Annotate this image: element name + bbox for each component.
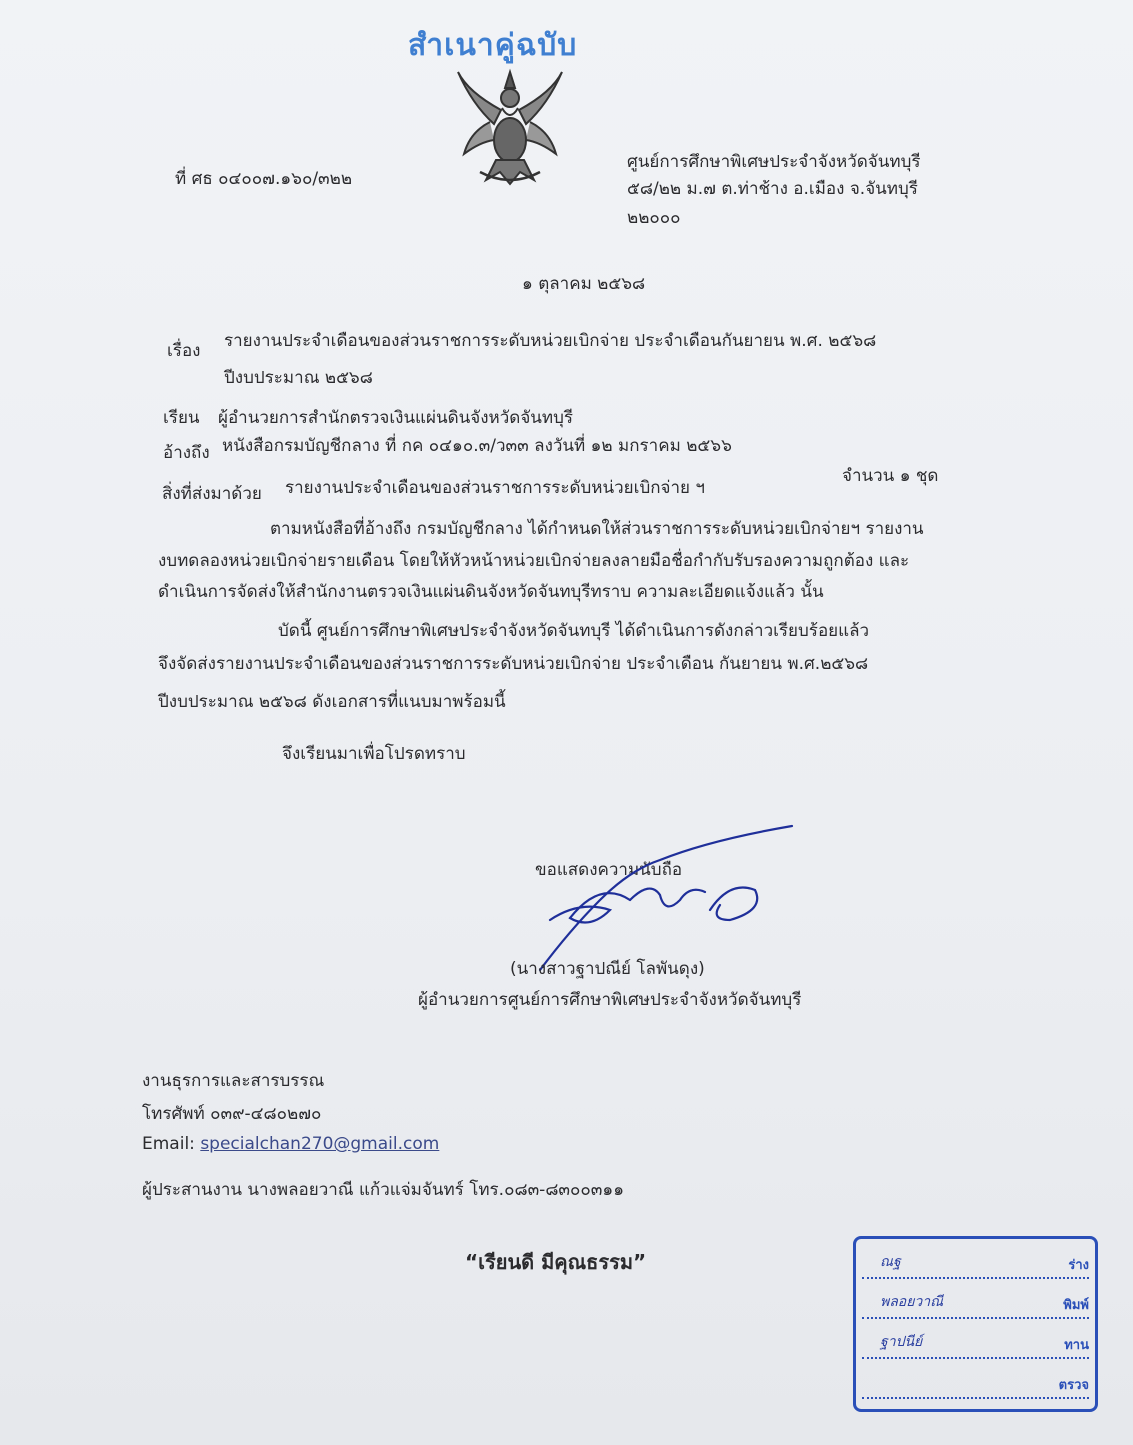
letter-date: ๑ ตุลาคม ๒๕๖๘ (522, 274, 646, 294)
subject-line2: ปีงบประมาณ ๒๕๖๘ (224, 368, 373, 388)
review-label: ตรวจ (1058, 1378, 1089, 1393)
review-label: ร่าง (1068, 1258, 1089, 1273)
enclosure-qty: จำนวน ๑ ชุด (842, 466, 939, 486)
reference-label: อ้างถึง (163, 443, 210, 463)
closing: ขอแสดงความนับถือ (535, 860, 683, 880)
subject-line1: รายงานประจำเดือนของส่วนราชการระดับหน่วยเบิกจ่าย ประจำเดือนกันยายน พ.ศ. ๒๕๖๘ (224, 331, 877, 351)
review-row-proofread (862, 1319, 1089, 1359)
contact-phone: โทรศัพท์ ๐๓๙-๔๘๐๒๗๐ (142, 1104, 322, 1124)
review-label: ทาน (1064, 1338, 1089, 1353)
review-sig: พลอยวาณี (880, 1294, 944, 1310)
contact-email-row (142, 1134, 439, 1154)
to-label: เรียน (163, 408, 200, 428)
signer-title: ผู้อำนวยการศูนย์การศึกษาพิเศษประจำจังหวัดจันทบุรี (418, 990, 802, 1010)
email-link[interactable]: specialchan270@gmail.com (200, 1134, 440, 1154)
review-row-draft (862, 1239, 1089, 1279)
copy-stamp: สำเนาคู่ฉบับ (408, 28, 578, 63)
org-address-line1: ๕๘/๒๒ ม.๗ ต.ท่าช้าง อ.เมือง จ.จันทบุรี (627, 179, 918, 199)
review-sig: ฐาปนีย์ (880, 1334, 923, 1350)
contact-coordinator: ผู้ประสานงาน นางพลอยวาณี แก้วแจ่มจันทร์ โทร.๐๘๓-๘๓๐๐๓๑๑ (142, 1180, 625, 1200)
para2-line3: ปีงบประมาณ ๒๕๖๘ ดังเอกสารที่แนบมาพร้อมนี้ (158, 692, 506, 712)
para1-line3: ดำเนินการจัดส่งให้สำนักงานตรวจเงินแผ่นดินจังหวัดจันทบุรีทราบ ความละเอียดแจ้งแล้ว นั้น (158, 582, 824, 602)
review-row-checked (862, 1359, 1089, 1399)
org-address-line2: ๒๒๐๐๐ (627, 208, 681, 228)
subject-label: เรื่อง (167, 341, 201, 361)
review-stamp (853, 1236, 1098, 1412)
school-motto: “เรียนดี มีคุณธรรม” (465, 1250, 647, 1274)
org-name: ศูนย์การศึกษาพิเศษประจำจังหวัดจันทบุรี (627, 152, 921, 172)
contact-dept: งานธุรการและสารบรรณ (142, 1071, 325, 1091)
para1-line1: ตามหนังสือที่อ้างถึง กรมบัญชีกลาง ได้กำหนดให้ส่วนราชการระดับหน่วยเบิกจ่ายฯ รายงาน (270, 519, 924, 539)
review-label: พิมพ์ (1063, 1298, 1089, 1313)
enclosure-label: สิ่งที่ส่งมาด้วย (162, 484, 262, 504)
to-value: ผู้อำนวยการสำนักตรวจเงินแผ่นดินจังหวัดจันทบุรี (218, 408, 574, 428)
para2-line2: จึงจัดส่งรายงานประจำเดือนของส่วนราชการระดับหน่วยเบิกจ่าย ประจำเดือน กันยายน พ.ศ.๒๕๖๘ (158, 654, 869, 674)
enclosure-value: รายงานประจำเดือนของส่วนราชการระดับหน่วยเบิกจ่าย ฯ (285, 478, 705, 498)
review-row-typed (862, 1279, 1089, 1319)
document-number: ที่ ศธ ๐๔๐๐๗.๑๖๐/๓๒๒ (175, 169, 353, 189)
para2-line1: บัดนี้ ศูนย์การศึกษาพิเศษประจำจังหวัดจันทบุรี ได้ดำเนินการดังกล่าวเรียบร้อยแล้ว (278, 621, 870, 641)
email-label: Email: (142, 1134, 195, 1154)
reference-value: หนังสือกรมบัญชีกลาง ที่ กค ๐๔๑๐.๓/ว๓๓ ลงวันที่ ๑๒ มกราคม ๒๕๖๖ (222, 436, 732, 456)
garuda-emblem-icon (450, 62, 570, 190)
signer-name: (นางสาวฐาปณีย์ โลพันดุง) (510, 959, 705, 979)
review-sig: ณฐ (880, 1254, 901, 1270)
closing-request: จึงเรียนมาเพื่อโปรดทราบ (282, 744, 466, 764)
para1-line2: งบทดลองหน่วยเบิกจ่ายรายเดือน โดยให้หัวหน้าหน่วยเบิกจ่ายลงลายมือชื่อกำกับรับรองความถูกต้อง และ (158, 551, 910, 571)
